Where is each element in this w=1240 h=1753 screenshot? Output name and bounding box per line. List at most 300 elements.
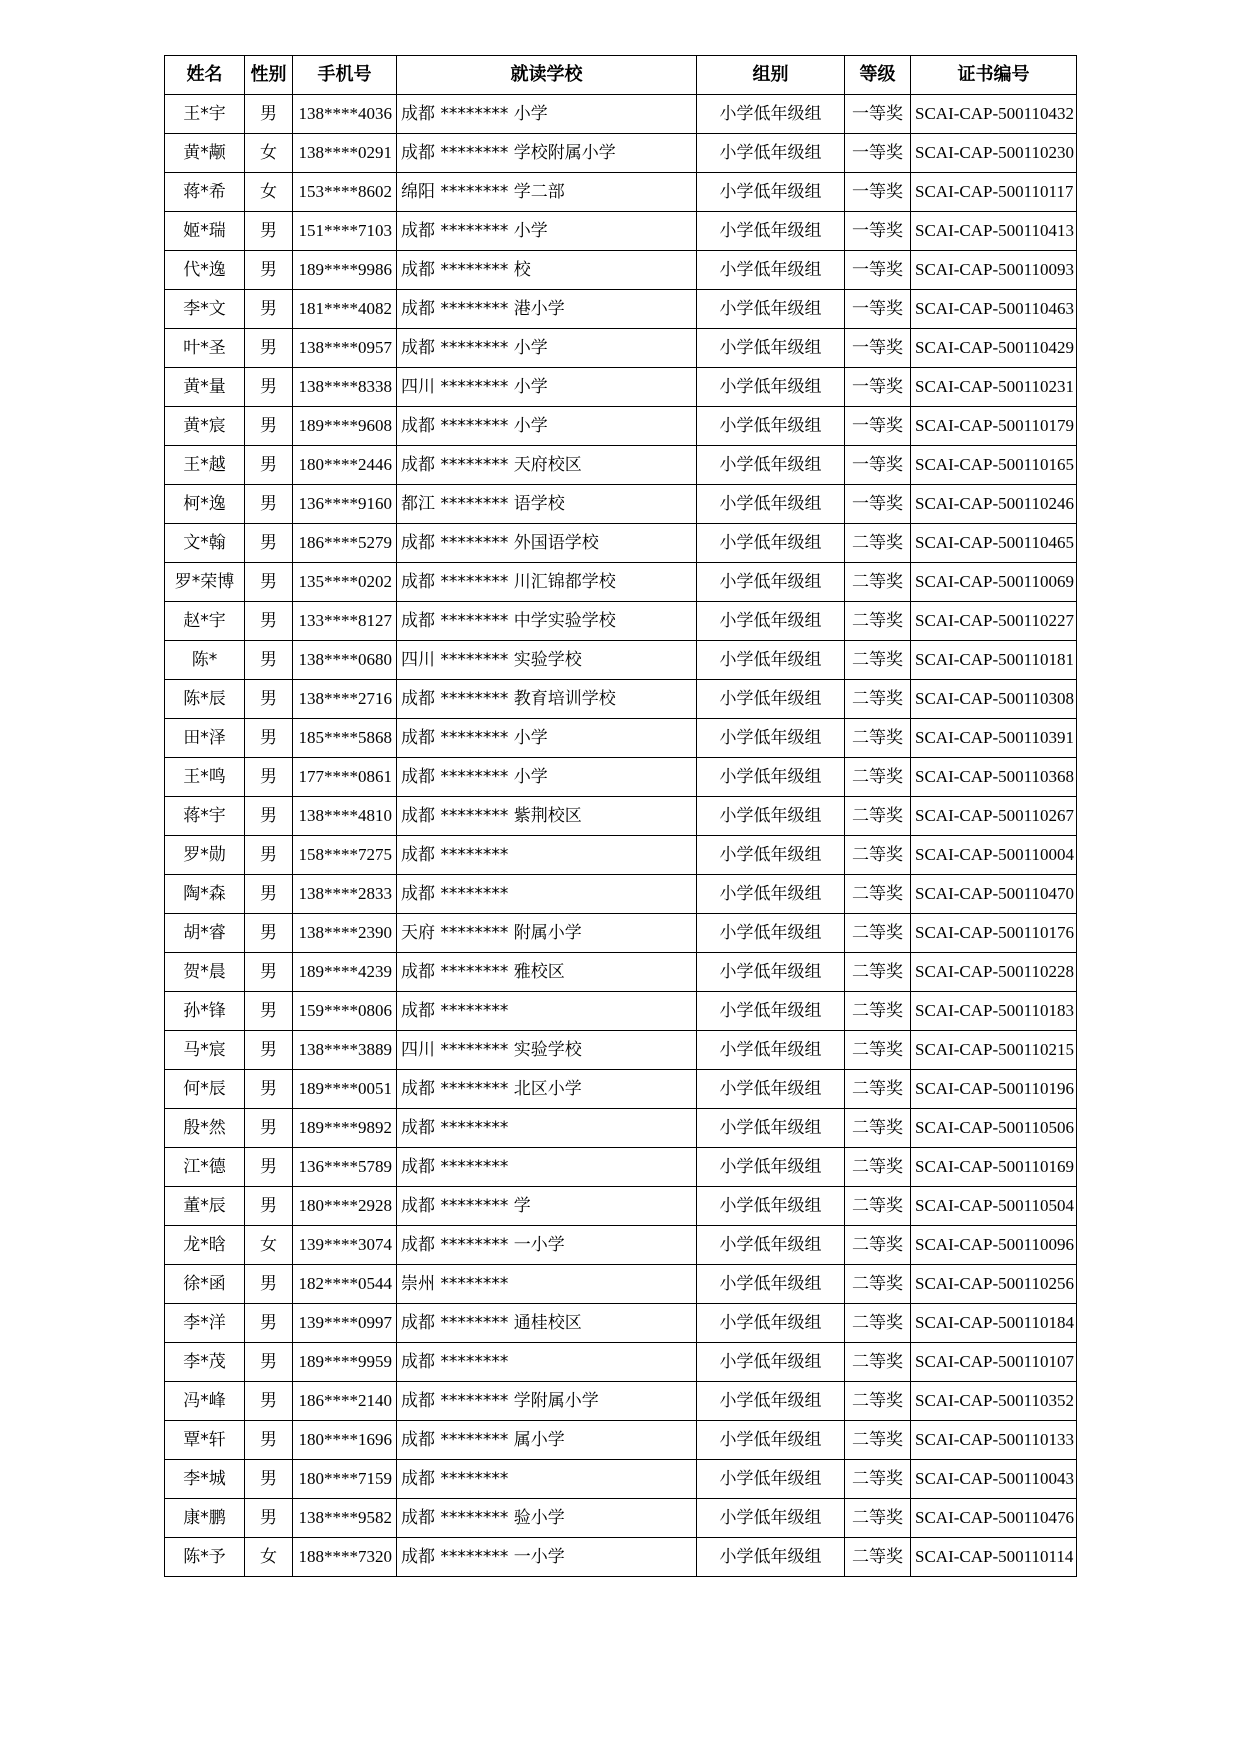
table-row [165, 95, 1077, 134]
table-row [165, 914, 1077, 953]
cell-school: 成都 ******** 小学 [397, 95, 697, 134]
cell-gender: 男 [245, 680, 293, 719]
cell-gender: 男 [245, 719, 293, 758]
cell-gender: 男 [245, 485, 293, 524]
cell-certificate-number: SCAI-CAP-500110043 [911, 1460, 1077, 1499]
cell-phone: 189****9892 [293, 1109, 397, 1148]
cell-group: 小学低年级组 [697, 953, 845, 992]
cell-phone: 136****5789 [293, 1148, 397, 1187]
cell-name: 徐*函 [165, 1265, 245, 1304]
cell-level: 一等奖 [845, 134, 911, 173]
cell-name: 王*越 [165, 446, 245, 485]
cell-phone: 133****8127 [293, 602, 397, 641]
cell-name: 罗*勋 [165, 836, 245, 875]
cell-name: 柯*逸 [165, 485, 245, 524]
cell-certificate-number: SCAI-CAP-500110470 [911, 875, 1077, 914]
cell-name: 马*宸 [165, 1031, 245, 1070]
cell-name: 黄*颟 [165, 134, 245, 173]
cell-group: 小学低年级组 [697, 992, 845, 1031]
cell-group: 小学低年级组 [697, 1538, 845, 1577]
cell-school: 成都 ******** 小学 [397, 329, 697, 368]
cell-name: 龙*晗 [165, 1226, 245, 1265]
cell-level: 二等奖 [845, 1109, 911, 1148]
cell-certificate-number: SCAI-CAP-500110231 [911, 368, 1077, 407]
cell-group: 小学低年级组 [697, 875, 845, 914]
cell-gender: 男 [245, 1499, 293, 1538]
cell-group: 小学低年级组 [697, 251, 845, 290]
cell-level: 二等奖 [845, 1538, 911, 1577]
cell-phone: 189****4239 [293, 953, 397, 992]
cell-name: 罗*荣博 [165, 563, 245, 602]
cell-group: 小学低年级组 [697, 212, 845, 251]
cell-level: 二等奖 [845, 836, 911, 875]
cell-school: 成都 ******** 校 [397, 251, 697, 290]
cell-school: 都江 ******** 语学校 [397, 485, 697, 524]
cell-name: 陈* [165, 641, 245, 680]
table-row [165, 836, 1077, 875]
cell-group: 小学低年级组 [697, 329, 845, 368]
cell-gender: 男 [245, 251, 293, 290]
column-header-phone: 手机号 [293, 56, 397, 95]
cell-gender: 男 [245, 797, 293, 836]
cell-school: 成都 ******** 紫荆校区 [397, 797, 697, 836]
cell-level: 一等奖 [845, 251, 911, 290]
cell-level: 二等奖 [845, 1265, 911, 1304]
cell-level: 一等奖 [845, 446, 911, 485]
cell-phone: 181****4082 [293, 290, 397, 329]
cell-level: 二等奖 [845, 524, 911, 563]
cell-certificate-number: SCAI-CAP-500110069 [911, 563, 1077, 602]
table-row [165, 1109, 1077, 1148]
cell-certificate-number: SCAI-CAP-500110504 [911, 1187, 1077, 1226]
cell-phone: 138****9582 [293, 1499, 397, 1538]
table-row [165, 641, 1077, 680]
cell-school: 成都 ******** [397, 1343, 697, 1382]
cell-school: 成都 ******** 通桂校区 [397, 1304, 697, 1343]
table-row [165, 875, 1077, 914]
cell-gender: 女 [245, 1538, 293, 1577]
cell-name: 覃*轩 [165, 1421, 245, 1460]
cell-certificate-number: SCAI-CAP-500110179 [911, 407, 1077, 446]
cell-name: 李*文 [165, 290, 245, 329]
cell-level: 一等奖 [845, 212, 911, 251]
cell-group: 小学低年级组 [697, 641, 845, 680]
table-row [165, 992, 1077, 1031]
cell-certificate-number: SCAI-CAP-500110133 [911, 1421, 1077, 1460]
cell-phone: 139****3074 [293, 1226, 397, 1265]
cell-level: 二等奖 [845, 1421, 911, 1460]
cell-gender: 女 [245, 1226, 293, 1265]
cell-level: 二等奖 [845, 1343, 911, 1382]
cell-gender: 男 [245, 758, 293, 797]
cell-group: 小学低年级组 [697, 1226, 845, 1265]
cell-name: 赵*宇 [165, 602, 245, 641]
cell-school: 成都 ******** 属小学 [397, 1421, 697, 1460]
cell-certificate-number: SCAI-CAP-500110368 [911, 758, 1077, 797]
cell-gender: 男 [245, 953, 293, 992]
table-row [165, 251, 1077, 290]
table-row [165, 1421, 1077, 1460]
cell-phone: 138****2716 [293, 680, 397, 719]
cell-group: 小学低年级组 [697, 914, 845, 953]
table-row [165, 1460, 1077, 1499]
cell-gender: 男 [245, 1148, 293, 1187]
cell-certificate-number: SCAI-CAP-500110169 [911, 1148, 1077, 1187]
cell-level: 一等奖 [845, 329, 911, 368]
cell-gender: 男 [245, 1070, 293, 1109]
cell-phone: 135****0202 [293, 563, 397, 602]
cell-gender: 男 [245, 407, 293, 446]
cell-name: 李*城 [165, 1460, 245, 1499]
cell-school: 成都 ******** 教育培训学校 [397, 680, 697, 719]
column-header-level: 等级 [845, 56, 911, 95]
cell-name: 蒋*希 [165, 173, 245, 212]
cell-phone: 138****0957 [293, 329, 397, 368]
cell-phone: 138****0680 [293, 641, 397, 680]
cell-school: 成都 ******** 小学 [397, 212, 697, 251]
cell-gender: 男 [245, 95, 293, 134]
cell-phone: 182****0544 [293, 1265, 397, 1304]
cell-gender: 男 [245, 992, 293, 1031]
cell-group: 小学低年级组 [697, 1148, 845, 1187]
cell-name: 黄*量 [165, 368, 245, 407]
cell-group: 小学低年级组 [697, 134, 845, 173]
cell-group: 小学低年级组 [697, 1031, 845, 1070]
cell-name: 代*逸 [165, 251, 245, 290]
cell-certificate-number: SCAI-CAP-500110432 [911, 95, 1077, 134]
table-row [165, 1343, 1077, 1382]
cell-school: 成都 ******** 外国语学校 [397, 524, 697, 563]
cell-group: 小学低年级组 [697, 524, 845, 563]
cell-phone: 158****7275 [293, 836, 397, 875]
cell-school: 成都 ******** [397, 992, 697, 1031]
table-row [165, 758, 1077, 797]
cell-level: 二等奖 [845, 719, 911, 758]
cell-school: 成都 ******** [397, 836, 697, 875]
cell-gender: 男 [245, 329, 293, 368]
table-header-row [165, 56, 1077, 95]
cell-level: 二等奖 [845, 602, 911, 641]
cell-name: 殷*然 [165, 1109, 245, 1148]
cell-certificate-number: SCAI-CAP-500110476 [911, 1499, 1077, 1538]
cell-school: 绵阳 ******** 学二部 [397, 173, 697, 212]
cell-school: 成都 ******** 学校附属小学 [397, 134, 697, 173]
table-row [165, 1148, 1077, 1187]
table-body [165, 95, 1077, 1577]
cell-certificate-number: SCAI-CAP-500110267 [911, 797, 1077, 836]
cell-group: 小学低年级组 [697, 1304, 845, 1343]
cell-group: 小学低年级组 [697, 563, 845, 602]
table-row [165, 1187, 1077, 1226]
cell-gender: 男 [245, 1109, 293, 1148]
column-header-school: 就读学校 [397, 56, 697, 95]
column-header-cert: 证书编号 [911, 56, 1077, 95]
cell-school: 四川 ******** 小学 [397, 368, 697, 407]
cell-group: 小学低年级组 [697, 407, 845, 446]
cell-group: 小学低年级组 [697, 1421, 845, 1460]
table-row [165, 290, 1077, 329]
table-row [165, 1070, 1077, 1109]
cell-gender: 男 [245, 1421, 293, 1460]
cell-group: 小学低年级组 [697, 1109, 845, 1148]
cell-phone: 138****4036 [293, 95, 397, 134]
cell-phone: 189****9608 [293, 407, 397, 446]
cell-group: 小学低年级组 [697, 290, 845, 329]
cell-group: 小学低年级组 [697, 719, 845, 758]
cell-school: 成都 ******** 学附属小学 [397, 1382, 697, 1421]
cell-name: 李*洋 [165, 1304, 245, 1343]
cell-group: 小学低年级组 [697, 1070, 845, 1109]
cell-gender: 男 [245, 836, 293, 875]
cell-level: 二等奖 [845, 875, 911, 914]
cell-gender: 男 [245, 524, 293, 563]
cell-phone: 189****9959 [293, 1343, 397, 1382]
cell-certificate-number: SCAI-CAP-500110506 [911, 1109, 1077, 1148]
column-header-group: 组别 [697, 56, 845, 95]
cell-gender: 男 [245, 212, 293, 251]
cell-certificate-number: SCAI-CAP-500110215 [911, 1031, 1077, 1070]
table-row [165, 680, 1077, 719]
cell-school: 天府 ******** 附属小学 [397, 914, 697, 953]
cell-name: 文*翰 [165, 524, 245, 563]
cell-name: 何*辰 [165, 1070, 245, 1109]
cell-certificate-number: SCAI-CAP-500110391 [911, 719, 1077, 758]
table-header [165, 56, 1077, 95]
cell-certificate-number: SCAI-CAP-500110230 [911, 134, 1077, 173]
cell-gender: 男 [245, 602, 293, 641]
cell-school: 成都 ******** 中学实验学校 [397, 602, 697, 641]
cell-group: 小学低年级组 [697, 485, 845, 524]
cell-group: 小学低年级组 [697, 758, 845, 797]
cell-phone: 139****0997 [293, 1304, 397, 1343]
cell-name: 康*鹏 [165, 1499, 245, 1538]
cell-phone: 138****8338 [293, 368, 397, 407]
cell-phone: 189****0051 [293, 1070, 397, 1109]
cell-group: 小学低年级组 [697, 836, 845, 875]
table-row [165, 134, 1077, 173]
cell-certificate-number: SCAI-CAP-500110463 [911, 290, 1077, 329]
table-row [165, 407, 1077, 446]
cell-phone: 186****5279 [293, 524, 397, 563]
cell-level: 一等奖 [845, 485, 911, 524]
table-row [165, 602, 1077, 641]
cell-level: 一等奖 [845, 368, 911, 407]
cell-group: 小学低年级组 [697, 1382, 845, 1421]
cell-gender: 男 [245, 641, 293, 680]
cell-school: 成都 ******** 川汇锦都学校 [397, 563, 697, 602]
cell-certificate-number: SCAI-CAP-500110196 [911, 1070, 1077, 1109]
cell-school: 成都 ******** 一小学 [397, 1538, 697, 1577]
table-row [165, 212, 1077, 251]
cell-phone: 138****3889 [293, 1031, 397, 1070]
cell-name: 李*茂 [165, 1343, 245, 1382]
cell-level: 一等奖 [845, 407, 911, 446]
cell-school: 成都 ******** 验小学 [397, 1499, 697, 1538]
cell-group: 小学低年级组 [697, 797, 845, 836]
table-row [165, 1499, 1077, 1538]
cell-certificate-number: SCAI-CAP-500110256 [911, 1265, 1077, 1304]
cell-gender: 女 [245, 134, 293, 173]
table-row [165, 173, 1077, 212]
table-row [165, 1382, 1077, 1421]
table-row [165, 446, 1077, 485]
cell-level: 二等奖 [845, 1460, 911, 1499]
cell-certificate-number: SCAI-CAP-500110183 [911, 992, 1077, 1031]
cell-group: 小学低年级组 [697, 1265, 845, 1304]
cell-group: 小学低年级组 [697, 1187, 845, 1226]
cell-group: 小学低年级组 [697, 680, 845, 719]
table-row [165, 1031, 1077, 1070]
cell-school: 崇州 ******** [397, 1265, 697, 1304]
cell-phone: 180****2446 [293, 446, 397, 485]
cell-certificate-number: SCAI-CAP-500110227 [911, 602, 1077, 641]
cell-certificate-number: SCAI-CAP-500110184 [911, 1304, 1077, 1343]
cell-phone: 151****7103 [293, 212, 397, 251]
cell-certificate-number: SCAI-CAP-500110228 [911, 953, 1077, 992]
cell-level: 二等奖 [845, 1226, 911, 1265]
cell-certificate-number: SCAI-CAP-500110465 [911, 524, 1077, 563]
cell-group: 小学低年级组 [697, 446, 845, 485]
cell-level: 二等奖 [845, 1382, 911, 1421]
column-header-name: 姓名 [165, 56, 245, 95]
cell-gender: 男 [245, 1460, 293, 1499]
table-row [165, 1265, 1077, 1304]
cell-gender: 男 [245, 914, 293, 953]
cell-gender: 男 [245, 368, 293, 407]
cell-gender: 男 [245, 1304, 293, 1343]
cell-name: 陶*森 [165, 875, 245, 914]
cell-level: 一等奖 [845, 290, 911, 329]
table-row [165, 563, 1077, 602]
cell-certificate-number: SCAI-CAP-500110096 [911, 1226, 1077, 1265]
cell-level: 二等奖 [845, 1031, 911, 1070]
cell-level: 二等奖 [845, 1499, 911, 1538]
cell-school: 成都 ******** 学 [397, 1187, 697, 1226]
cell-phone: 138****2833 [293, 875, 397, 914]
cell-school: 成都 ******** [397, 1148, 697, 1187]
award-list-table [164, 55, 1077, 1577]
cell-school: 成都 ******** 一小学 [397, 1226, 697, 1265]
cell-name: 黄*宸 [165, 407, 245, 446]
cell-phone: 177****0861 [293, 758, 397, 797]
cell-certificate-number: SCAI-CAP-500110352 [911, 1382, 1077, 1421]
cell-name: 冯*峰 [165, 1382, 245, 1421]
cell-name: 董*辰 [165, 1187, 245, 1226]
table-row [165, 1226, 1077, 1265]
cell-school: 成都 ******** [397, 875, 697, 914]
cell-certificate-number: SCAI-CAP-500110246 [911, 485, 1077, 524]
cell-name: 姬*瑞 [165, 212, 245, 251]
cell-certificate-number: SCAI-CAP-500110181 [911, 641, 1077, 680]
table-row [165, 953, 1077, 992]
cell-level: 二等奖 [845, 1148, 911, 1187]
cell-group: 小学低年级组 [697, 602, 845, 641]
cell-name: 贺*晨 [165, 953, 245, 992]
award-table-container [164, 55, 1076, 1577]
cell-level: 二等奖 [845, 992, 911, 1031]
cell-group: 小学低年级组 [697, 173, 845, 212]
cell-school: 成都 ******** [397, 1460, 697, 1499]
cell-group: 小学低年级组 [697, 95, 845, 134]
cell-school: 四川 ******** 实验学校 [397, 641, 697, 680]
cell-gender: 男 [245, 1343, 293, 1382]
cell-name: 江*德 [165, 1148, 245, 1187]
cell-level: 二等奖 [845, 680, 911, 719]
cell-phone: 185****5868 [293, 719, 397, 758]
table-row [165, 524, 1077, 563]
cell-school: 成都 ******** 小学 [397, 719, 697, 758]
cell-name: 胡*睿 [165, 914, 245, 953]
cell-gender: 男 [245, 875, 293, 914]
cell-phone: 189****9986 [293, 251, 397, 290]
cell-certificate-number: SCAI-CAP-500110165 [911, 446, 1077, 485]
cell-school: 成都 ******** 天府校区 [397, 446, 697, 485]
cell-name: 叶*圣 [165, 329, 245, 368]
cell-certificate-number: SCAI-CAP-500110413 [911, 212, 1077, 251]
cell-level: 一等奖 [845, 95, 911, 134]
cell-gender: 男 [245, 563, 293, 602]
table-row [165, 719, 1077, 758]
cell-level: 二等奖 [845, 758, 911, 797]
cell-school: 成都 ******** 雅校区 [397, 953, 697, 992]
cell-certificate-number: SCAI-CAP-500110107 [911, 1343, 1077, 1382]
cell-gender: 男 [245, 290, 293, 329]
cell-certificate-number: SCAI-CAP-500110093 [911, 251, 1077, 290]
cell-phone: 138****0291 [293, 134, 397, 173]
cell-phone: 153****8602 [293, 173, 397, 212]
cell-phone: 180****2928 [293, 1187, 397, 1226]
cell-certificate-number: SCAI-CAP-500110176 [911, 914, 1077, 953]
cell-school: 成都 ******** 小学 [397, 758, 697, 797]
cell-phone: 136****9160 [293, 485, 397, 524]
table-row [165, 485, 1077, 524]
cell-certificate-number: SCAI-CAP-500110114 [911, 1538, 1077, 1577]
cell-phone: 180****1696 [293, 1421, 397, 1460]
cell-phone: 138****4810 [293, 797, 397, 836]
cell-phone: 159****0806 [293, 992, 397, 1031]
cell-certificate-number: SCAI-CAP-500110429 [911, 329, 1077, 368]
cell-school: 成都 ******** 小学 [397, 407, 697, 446]
cell-school: 成都 ******** 港小学 [397, 290, 697, 329]
cell-gender: 男 [245, 446, 293, 485]
cell-level: 一等奖 [845, 173, 911, 212]
cell-certificate-number: SCAI-CAP-500110117 [911, 173, 1077, 212]
cell-school: 成都 ******** 北区小学 [397, 1070, 697, 1109]
cell-name: 田*泽 [165, 719, 245, 758]
cell-name: 孙*锋 [165, 992, 245, 1031]
cell-gender: 男 [245, 1031, 293, 1070]
table-row [165, 329, 1077, 368]
cell-level: 二等奖 [845, 563, 911, 602]
cell-group: 小学低年级组 [697, 1343, 845, 1382]
cell-name: 陈*辰 [165, 680, 245, 719]
cell-name: 王*宇 [165, 95, 245, 134]
cell-level: 二等奖 [845, 953, 911, 992]
cell-name: 蒋*宇 [165, 797, 245, 836]
table-row [165, 368, 1077, 407]
cell-level: 二等奖 [845, 641, 911, 680]
cell-group: 小学低年级组 [697, 368, 845, 407]
cell-gender: 男 [245, 1382, 293, 1421]
cell-phone: 138****2390 [293, 914, 397, 953]
table-row [165, 1538, 1077, 1577]
table-row [165, 1304, 1077, 1343]
cell-certificate-number: SCAI-CAP-500110308 [911, 680, 1077, 719]
cell-level: 二等奖 [845, 914, 911, 953]
table-row [165, 797, 1077, 836]
cell-phone: 180****7159 [293, 1460, 397, 1499]
cell-level: 二等奖 [845, 797, 911, 836]
